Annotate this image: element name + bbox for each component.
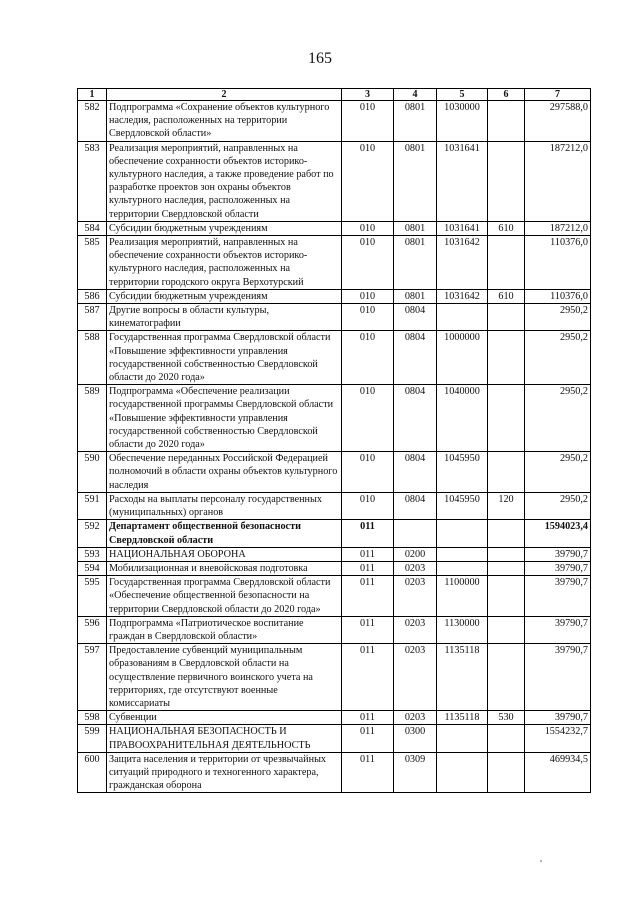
row-vr-cell — [488, 452, 525, 493]
row-name-cell: Обеспечение переданных Российской Федерацией полномочий в области охраны объектов культурного наследия — [107, 452, 342, 493]
table-row — [78, 616, 591, 643]
row-number-cell: 592 — [78, 520, 107, 547]
table-row — [78, 385, 591, 452]
row-grbs-cell: 010 — [342, 236, 394, 290]
table-row — [78, 304, 591, 331]
row-number-cell: 599 — [78, 725, 107, 752]
row-sum-cell: 39790,7 — [525, 547, 591, 561]
row-grbs-cell: 010 — [342, 221, 394, 235]
row-target-cell — [437, 547, 488, 561]
row-number-cell: 594 — [78, 561, 107, 575]
row-vr-cell — [488, 385, 525, 452]
row-target-cell: 1040000 — [437, 385, 488, 452]
row-sum-cell: 469934,5 — [525, 752, 591, 793]
row-target-cell: 1030000 — [437, 101, 488, 142]
row-grbs-cell: 010 — [342, 304, 394, 331]
row-sum-cell: 187212,0 — [525, 221, 591, 235]
row-target-cell: 1135118 — [437, 644, 488, 711]
row-vr-cell: 610 — [488, 289, 525, 303]
row-target-cell: 1135118 — [437, 711, 488, 725]
table-row — [78, 101, 591, 142]
row-target-cell — [437, 725, 488, 752]
row-name-cell: Реализация мероприятий, направленных на обеспечение сохранности объектов историко-культурного наследия, расположенных на территории городского округа Верхотурский — [107, 236, 342, 290]
row-sum-cell: 2950,2 — [525, 385, 591, 452]
table-row — [78, 452, 591, 493]
table-row — [78, 492, 591, 519]
row-section-cell: 0309 — [394, 752, 437, 793]
row-section-cell: 0203 — [394, 644, 437, 711]
row-section-cell: 0203 — [394, 561, 437, 575]
row-vr-cell — [488, 752, 525, 793]
row-section-cell: 0804 — [394, 304, 437, 331]
row-grbs-cell: 010 — [342, 289, 394, 303]
row-number-cell: 598 — [78, 711, 107, 725]
row-section-cell: 0801 — [394, 289, 437, 303]
row-vr-cell: 120 — [488, 492, 525, 519]
row-name-cell: НАЦИОНАЛЬНАЯ БЕЗОПАСНОСТЬ И ПРАВООХРАНИТЕЛЬНАЯ ДЕЯТЕЛЬНОСТЬ — [107, 725, 342, 752]
row-name-cell: Департамент общественной безопасности Свердловской области — [107, 520, 342, 547]
row-sum-cell: 110376,0 — [525, 236, 591, 290]
table-row — [78, 236, 591, 290]
row-sum-cell: 39790,7 — [525, 561, 591, 575]
row-section-cell: 0804 — [394, 452, 437, 493]
row-vr-cell — [488, 331, 525, 385]
row-name-cell: Реализация мероприятий, направленных на обеспечение сохранности объектов историко-культурного наследия, а также проведение работ по разработке проектов зон охраны объектов культурного наследия, расположенных на территории Свердловской области — [107, 141, 342, 221]
row-target-cell: 1031642 — [437, 289, 488, 303]
row-grbs-cell: 011 — [342, 616, 394, 643]
row-section-cell: 0200 — [394, 547, 437, 561]
row-number-cell: 586 — [78, 289, 107, 303]
row-vr-cell: 530 — [488, 711, 525, 725]
row-number-cell: 591 — [78, 492, 107, 519]
row-grbs-cell: 010 — [342, 331, 394, 385]
row-grbs-cell: 011 — [342, 725, 394, 752]
header-col-1: 1 — [78, 89, 107, 101]
row-section-cell: 0300 — [394, 725, 437, 752]
row-sum-cell: 39790,7 — [525, 616, 591, 643]
row-number-cell: 587 — [78, 304, 107, 331]
row-target-cell: 1031641 — [437, 221, 488, 235]
row-vr-cell — [488, 644, 525, 711]
row-section-cell — [394, 520, 437, 547]
row-section-cell: 0801 — [394, 141, 437, 221]
row-vr-cell — [488, 101, 525, 142]
page-number: 165 — [308, 50, 332, 67]
row-name-cell: НАЦИОНАЛЬНАЯ ОБОРОНА — [107, 547, 342, 561]
row-number-cell: 589 — [78, 385, 107, 452]
row-sum-cell: 2950,2 — [525, 452, 591, 493]
row-sum-cell: 187212,0 — [525, 141, 591, 221]
row-grbs-cell: 010 — [342, 492, 394, 519]
row-sum-cell: 297588,0 — [525, 101, 591, 142]
row-vr-cell — [488, 236, 525, 290]
row-grbs-cell: 011 — [342, 547, 394, 561]
header-col-3: 3 — [342, 89, 394, 101]
row-name-cell: Защита населения и территории от чрезвычайных ситуаций природного и техногенного характера, гражданская оборона — [107, 752, 342, 793]
row-name-cell: Подпрограмма «Обеспечение реализации государственной программы Свердловской области «Повышение эффективности управления государственной собственностью Свердловской области до 2020 года» — [107, 385, 342, 452]
row-vr-cell — [488, 561, 525, 575]
row-target-cell — [437, 304, 488, 331]
row-sum-cell: 1554232,7 — [525, 725, 591, 752]
row-name-cell: Предоставление субвенций муниципальным образованиям в Свердловской области на осуществление первичного воинского учета на территориях, где отсутствуют военные комиссариаты — [107, 644, 342, 711]
row-number-cell: 600 — [78, 752, 107, 793]
row-name-cell: Мобилизационная и вневойсковая подготовка — [107, 561, 342, 575]
row-sum-cell: 110376,0 — [525, 289, 591, 303]
row-grbs-cell: 010 — [342, 141, 394, 221]
row-sum-cell: 1594023,4 — [525, 520, 591, 547]
row-name-cell: Субсидии бюджетным учреждениям — [107, 289, 342, 303]
header-col-7: 7 — [525, 89, 591, 101]
row-section-cell: 0203 — [394, 711, 437, 725]
row-section-cell: 0804 — [394, 331, 437, 385]
table-row — [78, 725, 591, 752]
header-row — [78, 89, 591, 101]
row-target-cell: 1031642 — [437, 236, 488, 290]
row-number-cell: 596 — [78, 616, 107, 643]
row-sum-cell: 2950,2 — [525, 304, 591, 331]
row-grbs-cell: 011 — [342, 752, 394, 793]
table-row — [78, 752, 591, 793]
row-number-cell: 590 — [78, 452, 107, 493]
table-row — [78, 289, 591, 303]
row-number-cell: 588 — [78, 331, 107, 385]
row-target-cell — [437, 752, 488, 793]
table-body — [78, 101, 591, 793]
row-vr-cell — [488, 576, 525, 617]
row-sum-cell: 39790,7 — [525, 711, 591, 725]
row-section-cell: 0801 — [394, 236, 437, 290]
row-target-cell: 1130000 — [437, 616, 488, 643]
row-target-cell: 1100000 — [437, 576, 488, 617]
table-row — [78, 520, 591, 547]
row-name-cell: Расходы на выплаты персоналу государственных (муниципальных) органов — [107, 492, 342, 519]
row-sum-cell: 39790,7 — [525, 644, 591, 711]
scan-speck — [540, 860, 542, 862]
row-number-cell: 582 — [78, 101, 107, 142]
header-col-6: 6 — [488, 89, 525, 101]
row-grbs-cell: 011 — [342, 561, 394, 575]
row-section-cell: 0804 — [394, 492, 437, 519]
row-target-cell: 1045950 — [437, 452, 488, 493]
row-grbs-cell: 010 — [342, 101, 394, 142]
row-name-cell: Государственная программа Свердловской области «Обеспечение общественной безопасности на территории Свердловской области до 2020 года» — [107, 576, 342, 617]
row-vr-cell — [488, 141, 525, 221]
row-number-cell: 593 — [78, 547, 107, 561]
row-section-cell: 0801 — [394, 221, 437, 235]
header-col-5: 5 — [437, 89, 488, 101]
table-row — [78, 221, 591, 235]
row-number-cell: 584 — [78, 221, 107, 235]
row-name-cell: Субвенции — [107, 711, 342, 725]
row-grbs-cell: 011 — [342, 576, 394, 617]
row-section-cell: 0203 — [394, 616, 437, 643]
row-grbs-cell: 011 — [342, 711, 394, 725]
table-row — [78, 561, 591, 575]
row-vr-cell — [488, 304, 525, 331]
row-section-cell: 0203 — [394, 576, 437, 617]
row-vr-cell: 610 — [488, 221, 525, 235]
row-target-cell: 1045950 — [437, 492, 488, 519]
row-sum-cell: 2950,2 — [525, 331, 591, 385]
row-section-cell: 0801 — [394, 101, 437, 142]
row-name-cell: Другие вопросы в области культуры, кинематографии — [107, 304, 342, 331]
table-row — [78, 644, 591, 711]
row-sum-cell: 39790,7 — [525, 576, 591, 617]
table-row — [78, 331, 591, 385]
row-number-cell: 583 — [78, 141, 107, 221]
row-name-cell: Субсидии бюджетным учреждениям — [107, 221, 342, 235]
row-number-cell: 595 — [78, 576, 107, 617]
row-number-cell: 597 — [78, 644, 107, 711]
table-row — [78, 576, 591, 617]
row-name-cell: Подпрограмма «Патриотическое воспитание граждан в Свердловской области» — [107, 616, 342, 643]
row-vr-cell — [488, 547, 525, 561]
table-row — [78, 547, 591, 561]
row-number-cell: 585 — [78, 236, 107, 290]
header-col-4: 4 — [394, 89, 437, 101]
row-target-cell: 1031641 — [437, 141, 488, 221]
row-name-cell: Государственная программа Свердловской области «Повышение эффективности управления государственной собственностью Свердловской области до 2020 года» — [107, 331, 342, 385]
table-row — [78, 141, 591, 221]
row-target-cell: 1000000 — [437, 331, 488, 385]
row-name-cell: Подпрограмма «Сохранение объектов культурного наследия, расположенных на территории Свердловской области» — [107, 101, 342, 142]
row-target-cell — [437, 520, 488, 547]
row-vr-cell — [488, 520, 525, 547]
row-vr-cell — [488, 725, 525, 752]
table-row — [78, 711, 591, 725]
row-section-cell: 0804 — [394, 385, 437, 452]
row-sum-cell: 2950,2 — [525, 492, 591, 519]
row-vr-cell — [488, 616, 525, 643]
row-grbs-cell: 011 — [342, 644, 394, 711]
row-grbs-cell: 010 — [342, 452, 394, 493]
row-grbs-cell: 011 — [342, 520, 394, 547]
row-grbs-cell: 010 — [342, 385, 394, 452]
row-target-cell — [437, 561, 488, 575]
header-col-2: 2 — [107, 89, 342, 101]
budget-table — [77, 88, 591, 793]
